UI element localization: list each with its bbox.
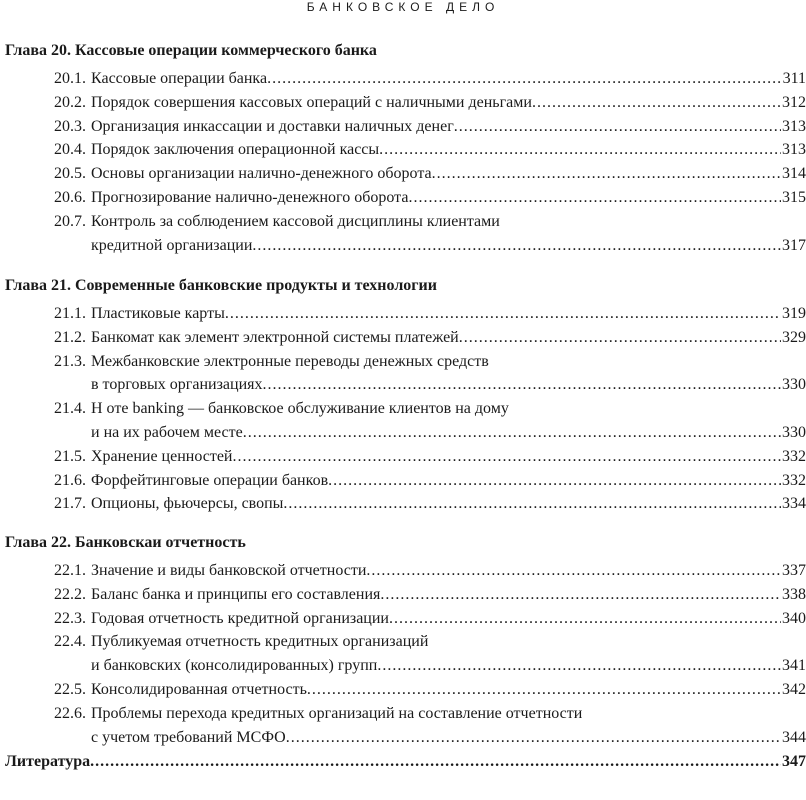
toc-entry[interactable] <box>0 351 806 373</box>
section-title: Значение и виды банковской отчетности <box>91 562 367 579</box>
page-number: 311 <box>782 70 806 87</box>
page-number: 330 <box>782 376 806 393</box>
literature-entry[interactable] <box>5 751 806 773</box>
section-number: 22.1. <box>54 562 86 579</box>
entry-text-row <box>91 679 806 701</box>
leader-dots <box>233 446 782 468</box>
entry-text-row <box>91 584 806 606</box>
section-title: Годовая отчетность кредитной организации <box>91 610 389 627</box>
section-title: Консолидированная отчетность <box>91 681 307 698</box>
section-title: Организация инкассации и доставки наличных денег <box>91 118 454 135</box>
toc-entry-continuation[interactable] <box>0 235 806 257</box>
toc-entry[interactable] <box>0 679 806 701</box>
leader-dots <box>283 493 781 515</box>
toc-entry-continuation[interactable] <box>0 374 806 396</box>
page-number: 337 <box>782 562 806 579</box>
leader-dots <box>267 68 782 90</box>
section-number: 20.4. <box>54 141 86 158</box>
toc-entry[interactable] <box>0 92 806 114</box>
entry-text-row <box>91 68 806 90</box>
entry-text-row <box>91 92 806 114</box>
section-number: 21.3. <box>54 353 86 370</box>
literature-title: Литература <box>5 753 91 770</box>
entry-text-row <box>91 327 806 349</box>
section-title: Основы организации налично-денежного оборота <box>91 165 432 182</box>
leader-dots <box>532 92 781 114</box>
entry-text-row <box>91 631 806 653</box>
leader-dots <box>252 235 781 257</box>
leader-dots <box>459 327 781 349</box>
section-title-continued: и на их рабочем месте <box>91 424 243 441</box>
section-number: 21.1. <box>54 305 86 322</box>
leader-dots <box>377 655 781 677</box>
page-number: 313 <box>782 118 806 135</box>
leader-dots <box>307 679 781 701</box>
entry-text-row <box>91 727 806 749</box>
entry-text-row <box>91 398 806 420</box>
section-number: 21.4. <box>54 400 86 417</box>
leader-dots <box>380 584 781 606</box>
entry-text-row <box>91 608 806 630</box>
entry-text-row <box>91 446 806 468</box>
toc-entry[interactable] <box>0 68 806 90</box>
literature-page: 347 <box>782 753 806 770</box>
section-title-continued: в торговых организациях <box>91 376 263 393</box>
leader-dots <box>243 422 781 444</box>
page-number: 340 <box>782 610 806 627</box>
entry-text-row <box>91 703 806 725</box>
section-title: Порядок заключения операционной кассы <box>91 141 380 158</box>
section-title: Банкомат как элемент электронной системы платежей <box>91 329 459 346</box>
toc-entry[interactable] <box>0 163 806 185</box>
chapter-title: Глава 20. Кассовые операции коммерческого банка <box>5 42 377 59</box>
page-number: 338 <box>782 586 806 603</box>
toc-entry[interactable] <box>0 303 806 325</box>
toc-entry[interactable] <box>0 139 806 161</box>
section-number: 22.3. <box>54 610 86 627</box>
page-number: 317 <box>782 237 806 254</box>
leader-dots <box>366 560 781 582</box>
section-title: Кассовые операции банка <box>91 70 268 87</box>
chapter-title: Глава 21. Современные банковские продукты и технологии <box>5 277 437 294</box>
leader-dots <box>408 187 781 209</box>
entry-text-row <box>91 493 806 515</box>
entry-text-row <box>91 374 806 396</box>
leader-dots <box>454 116 781 138</box>
section-number: 22.6. <box>54 705 86 722</box>
section-number: 21.5. <box>54 448 86 465</box>
entry-text-row <box>91 211 806 233</box>
entry-text-row <box>91 655 806 677</box>
section-number: 20.6. <box>54 189 86 206</box>
toc-entry[interactable] <box>0 187 806 209</box>
leader-dots <box>263 374 782 396</box>
page-number: 313 <box>782 141 806 158</box>
section-number: 20.5. <box>54 165 86 182</box>
section-number: 21.7. <box>54 495 86 512</box>
section-title-continued: кредитной организации <box>91 237 253 254</box>
section-title: Контроль за соблюдением кассовой дисциплины клиентами <box>91 213 500 230</box>
section-title: Н оте banking — банковское обслуживание клиентов на дому <box>91 400 509 417</box>
section-title: Баланс банка и принципы его составления <box>91 586 381 603</box>
section-title: Хранение ценностей <box>91 448 233 465</box>
section-number: 22.2. <box>54 586 86 603</box>
section-number: 20.1. <box>54 70 86 87</box>
page-number: 319 <box>782 305 806 322</box>
toc-entry-continuation[interactable] <box>0 655 806 677</box>
section-title: Проблемы перехода кредитных организаций на составление отчетности <box>91 705 583 722</box>
toc-entry[interactable] <box>0 398 806 420</box>
leader-dots <box>225 303 781 325</box>
entry-text-row <box>91 235 806 257</box>
section-number: 22.4. <box>54 633 86 650</box>
toc-entry[interactable] <box>0 703 806 725</box>
toc-entry[interactable] <box>0 493 806 515</box>
page-number: 312 <box>782 94 806 111</box>
page-number: 330 <box>782 424 806 441</box>
entry-text-row <box>91 422 806 444</box>
entry-text-row <box>91 470 806 492</box>
section-number: 22.5. <box>54 681 86 698</box>
section-title: Публикуемая отчетность кредитных организаций <box>91 633 429 650</box>
toc-entry[interactable] <box>0 446 806 468</box>
page-number: 332 <box>782 448 806 465</box>
entry-text-row <box>91 560 806 582</box>
section-title: Опционы, фьючерсы, свопы <box>91 495 284 512</box>
entry-text-row <box>91 351 806 373</box>
running-head: БАНКОВСКОЕ ДЕЛО <box>306 0 500 14</box>
page-number: 332 <box>782 472 806 489</box>
toc-entry[interactable] <box>0 116 806 138</box>
section-number: 20.3. <box>54 118 86 135</box>
page-number: 314 <box>782 165 806 182</box>
page-number: 341 <box>782 657 806 674</box>
section-title-continued: и банковских (консолидированных) групп <box>91 657 378 674</box>
section-title: Прогнозирование налично-денежного оборота <box>91 189 409 206</box>
section-number: 20.7. <box>54 213 86 230</box>
leader-dots <box>328 470 781 492</box>
toc-entry-continuation[interactable] <box>0 727 806 749</box>
toc-entry[interactable] <box>0 470 806 492</box>
leader-dots <box>286 727 781 749</box>
toc-entry[interactable] <box>0 631 806 653</box>
section-title: Форфейтинговые операции банков <box>91 472 329 489</box>
chapter-title: Глава 22. Банковскаи отчетность <box>5 534 246 551</box>
page-number: 342 <box>782 681 806 698</box>
entry-text-row <box>91 116 806 138</box>
page-number: 329 <box>782 329 806 346</box>
leader-dots <box>432 163 781 185</box>
section-title: Межбанковские электронные переводы денежных средств <box>91 353 489 370</box>
page-number: 334 <box>782 495 806 512</box>
section-number: 20.2. <box>54 94 86 111</box>
leader-dots <box>389 608 781 630</box>
entry-text-row <box>91 187 806 209</box>
section-number: 21.2. <box>54 329 86 346</box>
entry-text-row <box>91 139 806 161</box>
leader-dots <box>379 139 781 161</box>
section-title: Пластиковые карты <box>91 305 225 322</box>
entry-text-row <box>91 303 806 325</box>
page-number: 344 <box>782 729 806 746</box>
page-number: 315 <box>782 189 806 206</box>
toc-entry[interactable] <box>0 608 806 630</box>
section-title-continued: с учетом требований МСФО <box>91 729 286 746</box>
leader-dots <box>90 751 781 773</box>
toc-entry[interactable] <box>0 560 806 582</box>
toc-entry-continuation[interactable] <box>0 422 806 444</box>
toc-entry[interactable] <box>0 327 806 349</box>
toc-entry[interactable] <box>0 211 806 233</box>
section-number: 21.6. <box>54 472 86 489</box>
section-title: Порядок совершения кассовых операций с наличными деньгами <box>91 94 532 111</box>
toc-entry[interactable] <box>0 584 806 606</box>
entry-text-row <box>91 163 806 185</box>
